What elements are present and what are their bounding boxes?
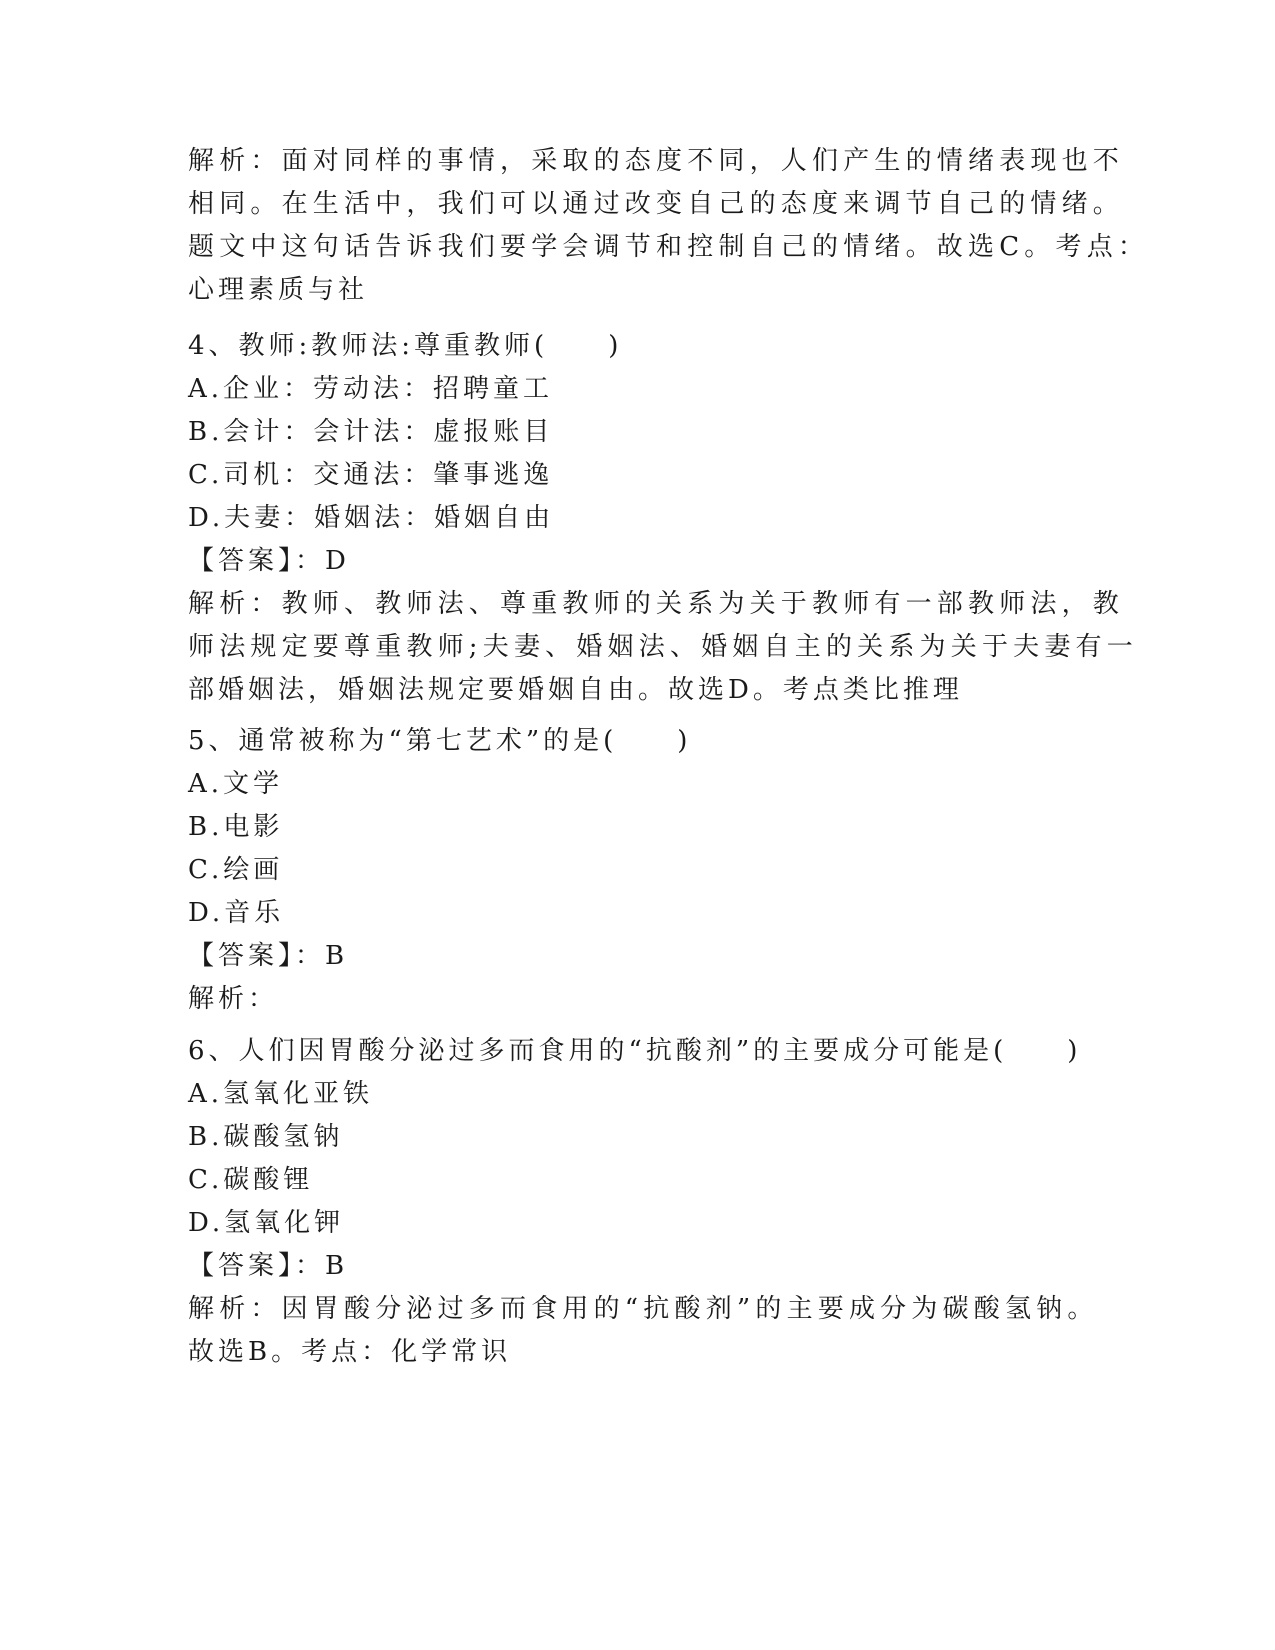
question-text: 6、人们因胃酸分泌过多而食用的“抗酸剂”的主要成分可能是( ) <box>188 1036 1082 1066</box>
answer-label: 【答案】：B <box>188 941 349 971</box>
question-4 <box>188 325 1138 712</box>
option-b: B.电影 <box>188 812 284 842</box>
question-6 <box>188 1030 1099 1374</box>
option-b: B.碳酸氢钠 <box>188 1122 344 1152</box>
analysis-line: 相同。在生活中，我们可以通过改变自己的态度来调节自己的情绪。 <box>188 189 1125 219</box>
question-5 <box>188 720 1068 1021</box>
analysis-line: 心理素质与社 <box>188 275 369 305</box>
option-c: C.碳酸锂 <box>188 1165 314 1195</box>
option-d: D.夫妻：婚姻法：婚姻自由 <box>188 503 555 533</box>
option-c: C.司机：交通法：肇事逃逸 <box>188 460 554 490</box>
analysis-line: 解析：面对同样的事情，采取的态度不同，人们产生的情绪表现也不 <box>188 146 1125 176</box>
question-text: 4、教师:教师法:尊重教师( ) <box>188 331 623 361</box>
analysis-line: 师法规定要尊重教师;夫妻、婚姻法、婚姻自主的关系为关于夫妻有一 <box>188 632 1138 662</box>
option-b: B.会计：会计法：虚报账目 <box>188 417 554 447</box>
analysis-line: 题文中这句话告诉我们要学会调节和控制自己的情绪。故选C。考点： <box>188 232 1150 262</box>
option-a: A.文学 <box>188 769 284 799</box>
analysis-line: 解析：因胃酸分泌过多而食用的“抗酸剂”的主要成分为碳酸氢钠。 <box>188 1294 1099 1324</box>
option-d: D.音乐 <box>188 898 285 928</box>
analysis-line: 解析： <box>188 984 279 1014</box>
analysis-line: 解析：教师、教师法、尊重教师的关系为关于教师有一部教师法，教 <box>188 589 1125 619</box>
analysis-line: 故选B。考点：化学常识 <box>188 1337 512 1367</box>
analysis-line: 部婚姻法，婚姻法规定要婚姻自由。故选D。考点类比推理 <box>188 675 963 705</box>
option-c: C.绘画 <box>188 855 284 885</box>
option-d: D.氢氧化钾 <box>188 1208 345 1238</box>
question-text: 5、通常被称为“第七艺术”的是( ) <box>188 726 692 756</box>
intro-analysis <box>188 140 1150 312</box>
option-a: A.氢氧化亚铁 <box>188 1079 374 1109</box>
option-a: A.企业：劳动法：招聘童工 <box>188 374 554 404</box>
answer-label: 【答案】：D <box>188 546 350 576</box>
answer-label: 【答案】：B <box>188 1251 349 1281</box>
